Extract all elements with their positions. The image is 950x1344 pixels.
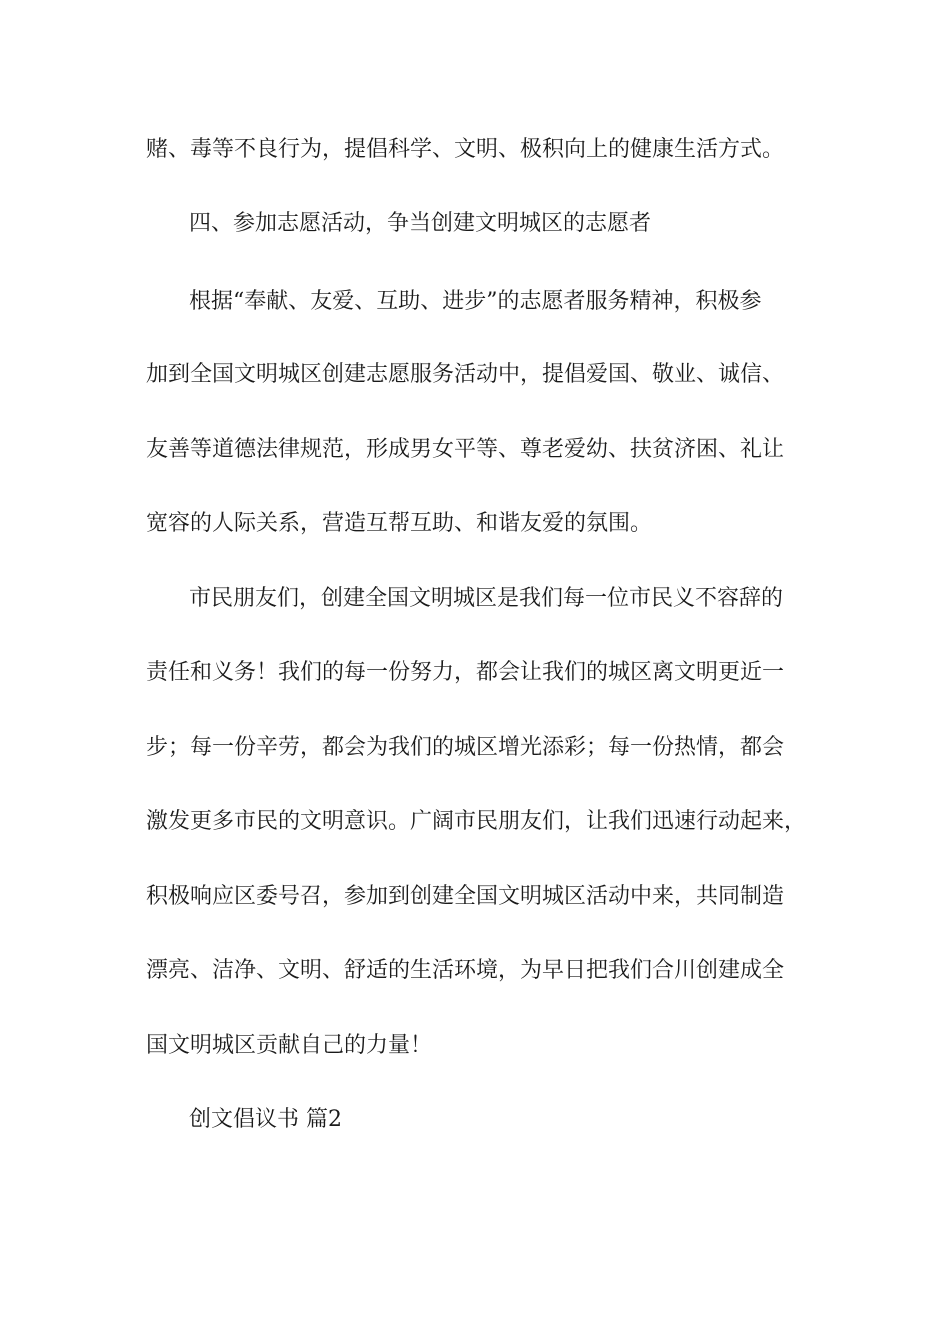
- section-heading: 四、参加志愿活动，争当创建文明城区的志愿者: [189, 211, 652, 236]
- body-text-line: 积极响应区委号召，参加到创建全国文明城区活动中来，共同制造: [146, 884, 785, 909]
- section-title: 创文倡议书 篇2: [189, 1107, 342, 1132]
- body-text-line: 国文明城区贡献自己的力量！: [146, 1033, 433, 1058]
- body-text-line: 激发更多市民的文明意识。广阔市民朋友们，让我们迅速行动起来，: [146, 809, 807, 834]
- body-text-line: 友善等道德法律规范，形成男女平等、尊老爱幼、扶贫济困、礼让: [146, 437, 785, 462]
- body-text-line: 加到全国文明城区创建志愿服务活动中，提倡爱国、敬业、诚信、: [146, 362, 785, 387]
- body-text-line: 步；每一份辛劳，都会为我们的城区增光添彩；每一份热情，都会: [146, 735, 785, 760]
- body-text-line: 漂亮、洁净、文明、舒适的生活环境，为早日把我们合川创建成全: [146, 958, 785, 983]
- body-text-line: 市民朋友们，创建全国文明城区是我们每一位市民义不容辞的: [189, 586, 784, 611]
- body-text-line: 赌、毒等不良行为，提倡科学、文明、极积向上的健康生活方式。: [146, 137, 785, 162]
- body-text-line: 宽容的人际关系，营造互帮互助、和谐友爱的氛围。: [146, 511, 653, 536]
- body-text-line: 责任和义务！我们的每一份努力，都会让我们的城区离文明更近一: [146, 660, 785, 685]
- body-text-line: 根据“奉献、友爱、互助、进步”的志愿者服务精神，积极参: [189, 289, 762, 314]
